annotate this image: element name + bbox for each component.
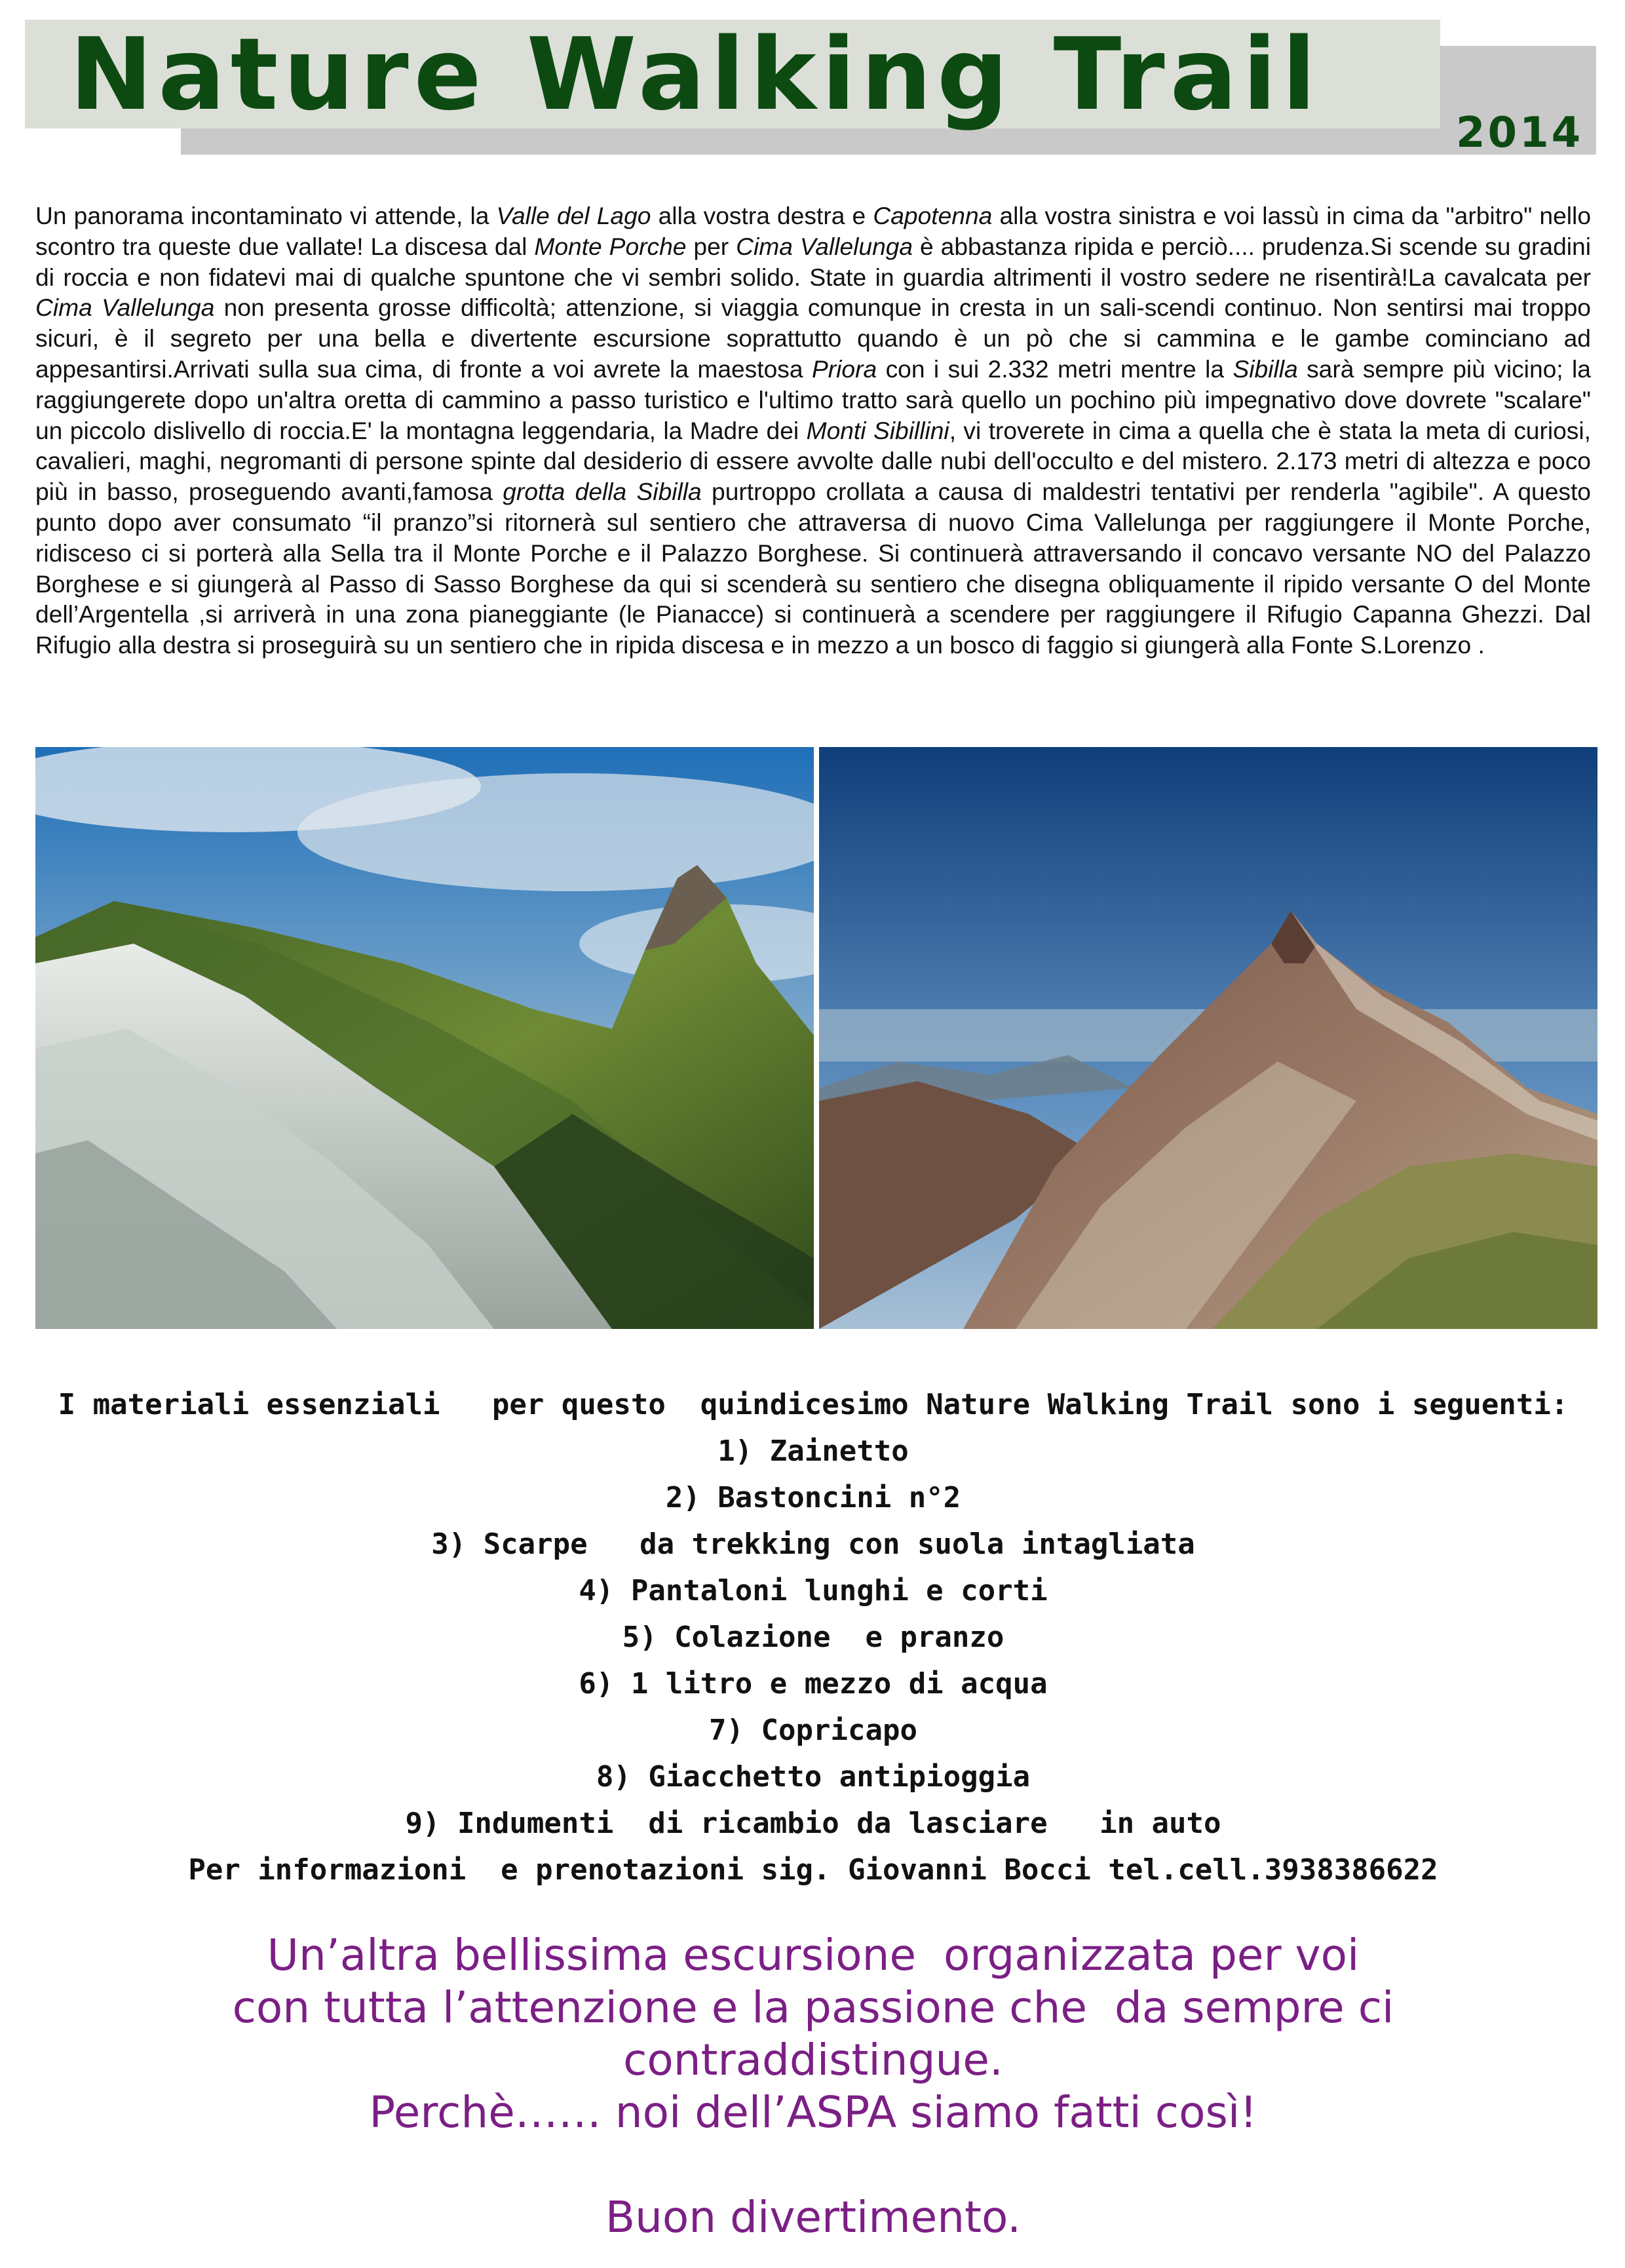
list-item: 4) Pantaloni lunghi e corti: [579, 1574, 1048, 1607]
article-paragraph: Un panorama incontaminato vi attende, la Valle del Lago alla vostra destra e Capotenna alla vostra sinistra e voi lassù in cima da "arbitro" nello scontro tra queste due vallate! La discesa dal Monte Porche per Cima Vallelunga è abbastanza ripida e perciò.... prudenza.Si scende su gradini di roccia e non fidatevi mai di qualche spuntone che vi sembri solido. State in guardia altrimenti il vostro sedere ne risentirà!La cavalcata per Cima Vallelunga non presenta grosse difficoltà; attenzione, si viaggia comunque in cresta in un sali-scendi continuo. Non sentirsi mai troppo sicuri, è il segreto per una bella e divertente escursione soprattutto quando è un pò che si cammina e le gambe cominciano ad appesantirsi.Arrivati sulla sua cima, di fronte a voi avrete la maestosa Priora con i sui 2.332 metri mentre la Sibilla sarà sempre più vicino; la raggiungerete dopo un'altra oretta di cammino a passo turistico e l'ultimo tratto sarà quello un pochino più impegnativo dove dovrete "scalare" un piccolo dislivello di roccia.E' la montagna leggendaria, la Madre dei Monti Sibillini, vi troverete in cima a quella che è stata la meta di curiosi, cavalieri, maghi, negromanti di persone spinte dal desiderio di essere avvolte dalle nubi dell'occulto e del mistero. 2.173 metri di altezza e poco più in basso, proseguendo avanti,famosa grotta della Sibilla purtroppo crollata a causa di maldestri tentativi per renderla "agibile". A questo punto dopo aver consumato “il pranzo”si ritornerà sul sentiero che attraversa di nuovo Cima Vallelunga per raggiungere il Monte Porche, ridisceso ci si porterà alla Sella tra il Monte Porche e il Palazzo Borghese. Si continuerà attraversando il concavo versante NO del Palazzo Borghese e si giungerà al Passo di Sasso Borghese da qui si scenderà su sentiero che disegna obliquamente il ripido versante O del Monte dell’Argentella ,si arriverà in una zona pianeggiante (le Pianacce) si continuerà a scendere per raggiungere il Rifugio Capanna Ghezzi. Dal Rifugio alla destra si proseguirà su un sentiero che in ripida discesa e in mezzo a un bosco di faggio si giungerà alla Fonte S.Lorenzo .: [35, 202, 1591, 659]
list-item: 2) Bastoncini n°2: [665, 1481, 961, 1514]
list-item: 7) Copricapo: [709, 1714, 917, 1747]
closing-line: con tutta l’attenzione e la passione che da sempre ci: [232, 1982, 1394, 2033]
list-item: 3) Scarpe da trekking con suola intagliata: [431, 1528, 1195, 1561]
materials-intro: I materiali essenziali per questo quindicesimo Nature Walking Trail sono i seguenti:: [58, 1388, 1569, 1421]
list-item: 8) Giacchetto antipioggia: [596, 1760, 1031, 1794]
closing-line: contraddistingue.: [623, 2035, 1003, 2085]
year-label: 2014: [1456, 109, 1584, 157]
mountain-ridge-photo: [35, 747, 814, 1329]
list-item: 1) Zainetto: [717, 1434, 909, 1468]
closing-line: Un’altra bellissima escursione organizzata per voi: [267, 1930, 1360, 1980]
list-item: 9) Indumenti di ricambio da lasciare in auto: [405, 1807, 1221, 1840]
list-item: 5) Colazione e pranzo: [622, 1621, 1004, 1654]
mountain-peak-photo: [819, 747, 1597, 1329]
signoff: Buon divertimento.: [605, 2192, 1022, 2242]
contact-info: Per informazioni e prenotazioni sig. Giovanni Bocci tel.cell.3938386622: [188, 1853, 1438, 1887]
list-item: 6) 1 litro e mezzo di acqua: [579, 1667, 1048, 1701]
closing-line: Perchè…… noi dell’ASPA siamo fatti così!: [369, 2087, 1257, 2138]
page-title: Nature Walking Trail: [69, 16, 1322, 132]
materials-list: [35, 1381, 1591, 1893]
closing-message: [35, 1929, 1591, 2244]
